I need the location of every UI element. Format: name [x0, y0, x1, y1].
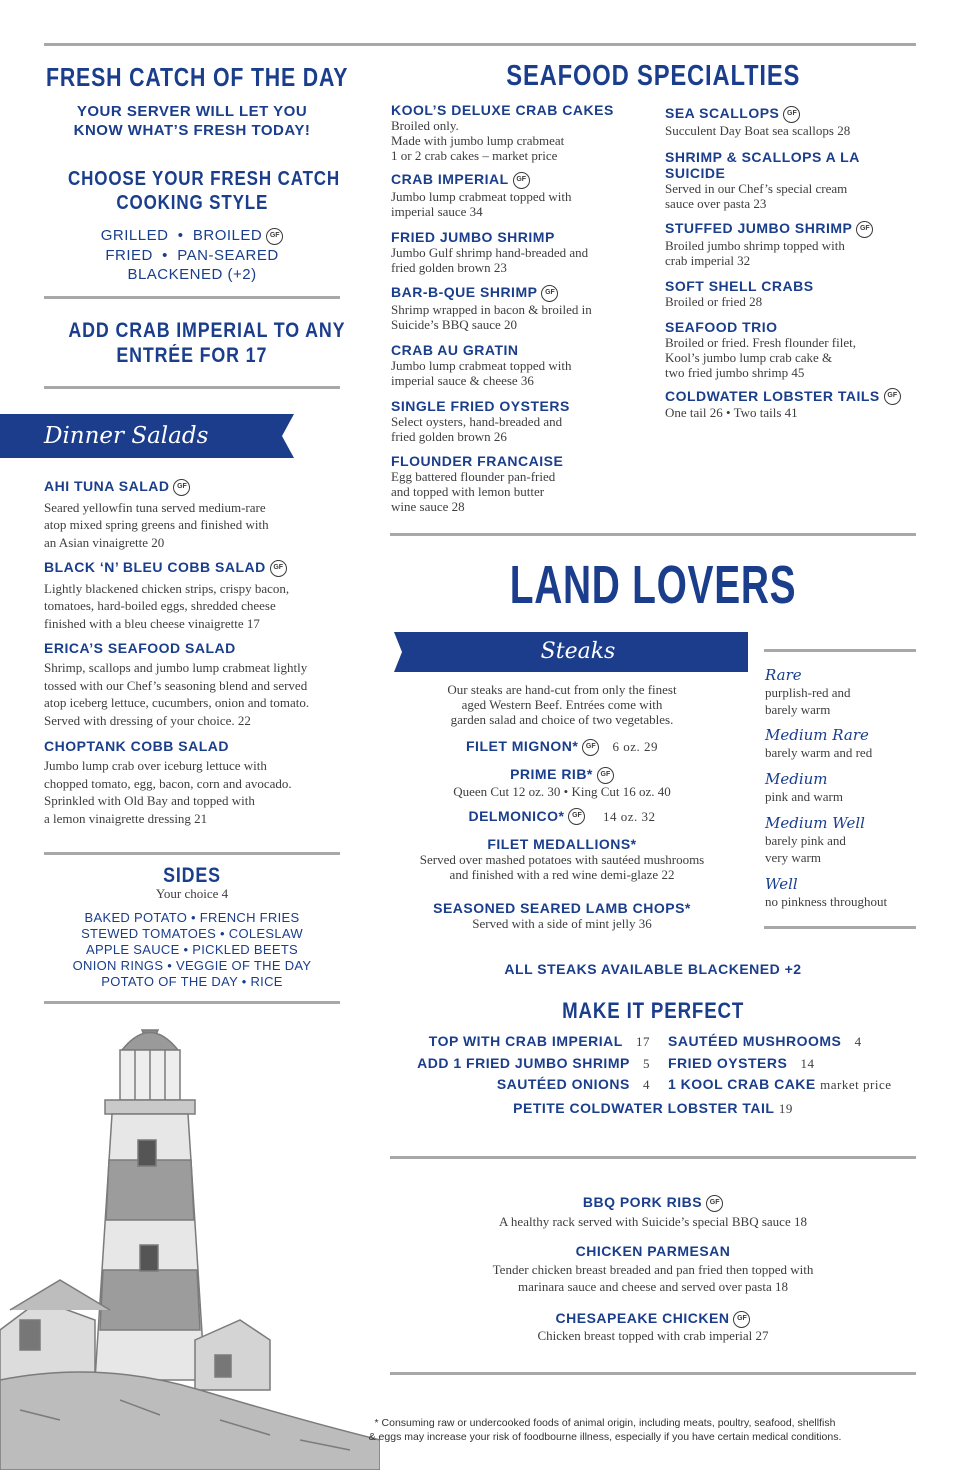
add-crab-imperial [44, 318, 346, 368]
disclaimer [350, 1416, 860, 1444]
banner-tail [270, 414, 294, 458]
seafood-desc: Broiled only. Made with jumbo lump crabmeat 1 or 2 crab cakes – market price [391, 118, 565, 163]
salad-item [44, 478, 354, 551]
cooking-styles [44, 226, 340, 285]
doneness-rule-bottom [764, 926, 916, 929]
salad-item [44, 738, 354, 827]
entree-chicken-parmesan: CHICKEN PARMESAN [575, 1242, 731, 1259]
seafood-name: SEAFOOD TRIO [665, 318, 778, 335]
seafood-name: FRIED JUMBO SHRIMP [391, 228, 555, 245]
addon-item: PETITE COLDWATER LOBSTER TAIL 19 [513, 1100, 793, 1116]
doneness-guide [765, 666, 917, 910]
seafood-item [391, 284, 651, 332]
seafood-item [391, 102, 651, 163]
seafood-desc: Broiled or fried 28 [665, 293, 763, 309]
seafood-left-column [391, 102, 651, 514]
medallions-desc: Served over mashed potatoes with sautéed mushrooms and finished with a red wine demi-glaze 22 [419, 852, 705, 883]
seafood-item [391, 342, 651, 388]
seafood-name: CRAB IMPERIAL GF [391, 171, 651, 189]
steak-delmonico: DELMONICO* GF 14 oz. 32 [468, 807, 656, 824]
styles-line-3: BLACKENED (+2) [127, 266, 257, 283]
perfect-left [390, 1031, 650, 1096]
seafood-item [665, 278, 917, 309]
doneness-rule-top [764, 649, 916, 652]
gluten-free-icon: GF [513, 172, 530, 189]
gluten-free-icon: GF [582, 739, 599, 756]
gluten-free-icon: GF [884, 388, 901, 405]
steak-prime-rib: PRIME RIB* GF [395, 766, 729, 784]
seafood-name: SHRIMP & SCALLOPS A LA SUICIDE [665, 148, 860, 181]
doneness-desc: no pinkness throughout [765, 894, 888, 909]
seafood-name: COLDWATER LOBSTER TAILS GF [665, 388, 917, 406]
gluten-free-icon: GF [568, 808, 585, 825]
all-steaks-blackened: ALL STEAKS AVAILABLE BLACKENED +2 [504, 961, 802, 977]
steak-filet-medallions: FILET MEDALLIONS* [487, 836, 637, 853]
steaks-intro: Our steaks are hand-cut from only the finest aged Western Beef. Entrées come with garden salad and choice of two vegetables. [447, 682, 677, 727]
disclaimer-line: * Consuming raw or undercooked foods of animal origin, including meats, poultry, seafood, shellfish [374, 1417, 836, 1429]
seafood-desc: Broiled jumbo shrimp topped with crab imperial 32 [665, 237, 845, 268]
salad-desc: Shrimp, scallops and jumbo lump crabmeat lightly tossed with our Chef’s seasoning blend and served atop iceberg lettuce, cucumbers, onion and tomato. Served with dressing of your choice. 22 [44, 660, 310, 728]
seafood-desc: Jumbo lump crabmeat topped with imperial sauce & cheese 36 [391, 357, 572, 388]
sides-section [44, 864, 340, 990]
gluten-free-icon: GF [856, 221, 873, 238]
gluten-free-icon: GF [266, 228, 283, 245]
doneness-label: Medium [765, 770, 828, 788]
salad-name: BLACK ‘N’ BLEU COBB SALAD GF [44, 559, 354, 577]
prime-rib-desc: Queen Cut 12 oz. 30 • King Cut 16 oz. 40 [453, 783, 671, 799]
disclaimer-line: & eggs may increase your risk of foodbourne illness, especially if you have certain medical conditions. [368, 1431, 842, 1443]
banner-tail [394, 632, 410, 672]
seafood-heading-wrap [390, 60, 916, 93]
seafood-item [391, 171, 651, 219]
subtitle-line: KNOW WHAT’S FRESH TODAY! [73, 122, 311, 139]
doneness-label: Well [765, 875, 798, 893]
salad-name: ERICA’S SEAFOOD SALAD [44, 640, 236, 656]
seafood-name: SINGLE FRIED OYSTERS [391, 397, 570, 414]
gluten-free-icon: GF [270, 560, 287, 577]
lighthouse-illustration [0, 1020, 380, 1470]
doneness-desc: pink and warm [765, 789, 843, 804]
seafood-name: STUFFED JUMBO SHRIMP GF [665, 220, 917, 238]
sides-heading: SIDES [163, 864, 221, 887]
perfect-bottom [390, 1100, 916, 1117]
seafood-name: SEA SCALLOPS GF [665, 105, 917, 123]
crab-line: ADD CRAB IMPERIAL TO ANY [68, 319, 346, 342]
sides-list: BAKED POTATO • FRENCH FRIES STEWED TOMATOES • COLESLAW APPLE SAUCE • PICKLED BEETS ONION RINGS • VEGGIE OF THE DAY POTATO OF THE DAY • RICE [72, 910, 312, 989]
land-heading-wrap [390, 556, 916, 614]
banner-label: Steaks [540, 639, 616, 664]
entree-bbq-ribs: BBQ PORK RIBS GF [390, 1194, 916, 1212]
perfect-heading-wrap [390, 998, 916, 1024]
seafood-desc: Shrimp wrapped in bacon & broiled in Suicide’s BBQ sauce 20 [391, 301, 592, 332]
seafood-desc: Jumbo lump crabmeat topped with imperial sauce 34 [391, 188, 572, 219]
seafood-name: KOOL’S DELUXE CRAB CAKES [391, 102, 614, 118]
salad-desc: Jumbo lump crab over iceburg lettuce with chopped tomato, egg, bacon, corn and avocado. Sprinkled with Old Bay and topped with a lemon vinaigrette dressing 21 [44, 758, 292, 826]
salad-desc: Seared yellowfin tuna served medium-rare atop mixed spring greens and finished with an Asian vinaigrette 20 [44, 499, 269, 550]
make-it-perfect-heading: MAKE IT PERFECT [561, 998, 745, 1023]
gluten-free-icon: GF [706, 1195, 723, 1212]
more-entrees [390, 1194, 916, 1343]
salad-item [44, 559, 354, 632]
seafood-name: BAR-B-QUE SHRIMP GF [391, 284, 651, 302]
crab-line: ENTRÉE FOR 17 [116, 344, 268, 367]
seafood-item [665, 319, 917, 380]
steak-filet-mignon: FILET MIGNON* GF 6 oz. 29 [466, 738, 658, 754]
cooking-style-heading [44, 167, 340, 215]
gluten-free-icon: GF [783, 106, 800, 123]
fresh-catch-heading: FRESH CATCH OF THE DAY [46, 62, 349, 92]
doneness-desc: barely pink and very warm [765, 833, 846, 865]
chesa-desc: Chicken breast topped with crab imperial 27 [537, 1327, 769, 1343]
entree-chesapeake-chicken: CHESAPEAKE CHICKEN GF [390, 1310, 916, 1328]
addon-item: TOP WITH CRAB IMPERIAL 17 [428, 1033, 650, 1049]
seafood-desc: Jumbo Gulf shrimp hand-breaded and fried golden brown 23 [391, 244, 589, 275]
styles-line-2: FRIED • PAN-SEARED [105, 246, 279, 264]
seafood-item [391, 229, 651, 275]
parm-desc: Tender chicken breast breaded and pan fried then topped with marinara sauce and cheese and served over pasta 18 [492, 1261, 814, 1295]
banner-label: Dinner Salads [44, 423, 209, 449]
seafood-name: CRAB AU GRATIN [391, 341, 519, 358]
fresh-catch-subtitle [44, 102, 340, 140]
seafood-name: SOFT SHELL CRABS [665, 277, 814, 294]
gluten-free-icon: GF [541, 285, 558, 302]
lamb-desc: Served with a side of mint jelly 36 [472, 916, 652, 932]
salad-name: CHOPTANK COBB SALAD [44, 738, 230, 754]
cooking-style-line: COOKING STYLE [116, 192, 268, 214]
perfect-right [668, 1031, 918, 1096]
subtitle-line: YOUR SERVER WILL LET YOU [76, 103, 308, 120]
doneness-label: Rare [765, 666, 802, 684]
seafood-item [665, 149, 917, 211]
addon-item: SAUTÉED MUSHROOMS 4 [668, 1033, 862, 1049]
gluten-free-icon: GF [597, 767, 614, 784]
left-rule-2 [44, 386, 340, 389]
doneness-desc: purplish-red and barely warm [765, 685, 851, 717]
seafood-desc: Broiled or fried. Fresh flounder filet, Kool’s jumbo lump crab cake & two fried jumbo shrimp 45 [665, 334, 856, 380]
seafood-item [665, 388, 917, 421]
seafood-right-column [665, 105, 917, 420]
sides-choice: Your choice 4 [155, 886, 229, 901]
salad-item [44, 640, 354, 729]
seafood-desc: Served in our Chef’s special cream sauce over pasta 23 [665, 180, 848, 211]
seafood-name: FLOUNDER FRANCAISE [391, 452, 564, 469]
seafood-desc: Egg battered flounder pan-fried and topped with lemon butter wine sauce 28 [391, 468, 556, 514]
steak-lamb-chops: SEASONED SEARED LAMB CHOPS* [433, 900, 691, 917]
left-rule-1 [44, 296, 340, 299]
seafood-item [665, 105, 917, 138]
seafood-item [391, 453, 651, 514]
right-rule-2 [390, 1156, 916, 1159]
addon-item: SAUTÉED ONIONS 4 [496, 1076, 650, 1092]
seafood-desc: Select oysters, hand-breaded and fried golden brown 26 [391, 413, 563, 444]
land-lovers-heading: LAND LOVERS [509, 555, 797, 615]
cooking-style-line: CHOOSE YOUR FRESH CATCH [68, 168, 341, 190]
addon-item: 1 KOOL CRAB CAKE market price [668, 1076, 892, 1092]
top-rule [44, 43, 916, 46]
right-rule-1 [390, 533, 916, 536]
left-rule-4 [44, 1001, 340, 1004]
doneness-label: Medium Rare [765, 726, 869, 744]
steaks-banner [408, 632, 748, 672]
seafood-item [665, 220, 917, 268]
right-rule-3 [390, 1372, 916, 1375]
steaks-section [395, 682, 729, 931]
salad-desc: Lightly blackened chicken strips, crispy bacon, tomatoes, hard-boiled eggs, shredded cheese finished with a bleu cheese vinaigrette 17 [44, 580, 290, 631]
seafood-heading: SEAFOOD SPECIALTIES [506, 60, 800, 92]
seafood-desc: One tail 26 • Two tails 41 [665, 405, 798, 421]
addon-item: FRIED OYSTERS 14 [668, 1054, 815, 1071]
doneness-desc: barely warm and red [765, 745, 873, 760]
seafood-desc: Succulent Day Boat sea scallops 28 [665, 122, 851, 138]
ribs-desc: A healthy rack served with Suicide’s special BBQ sauce 18 [499, 1213, 807, 1229]
salad-name: AHI TUNA SALAD GF [44, 478, 354, 496]
doneness-label: Medium Well [765, 814, 865, 832]
addon-item: ADD 1 FRIED JUMBO SHRIMP 5 [417, 1054, 650, 1071]
gluten-free-icon: GF [173, 479, 190, 496]
dinner-salads-banner [0, 414, 272, 458]
gluten-free-icon: GF [733, 1311, 750, 1328]
styles-line-1: GRILLED • BROILED GF [44, 226, 340, 246]
seafood-item [391, 398, 651, 444]
left-rule-3 [44, 852, 340, 855]
